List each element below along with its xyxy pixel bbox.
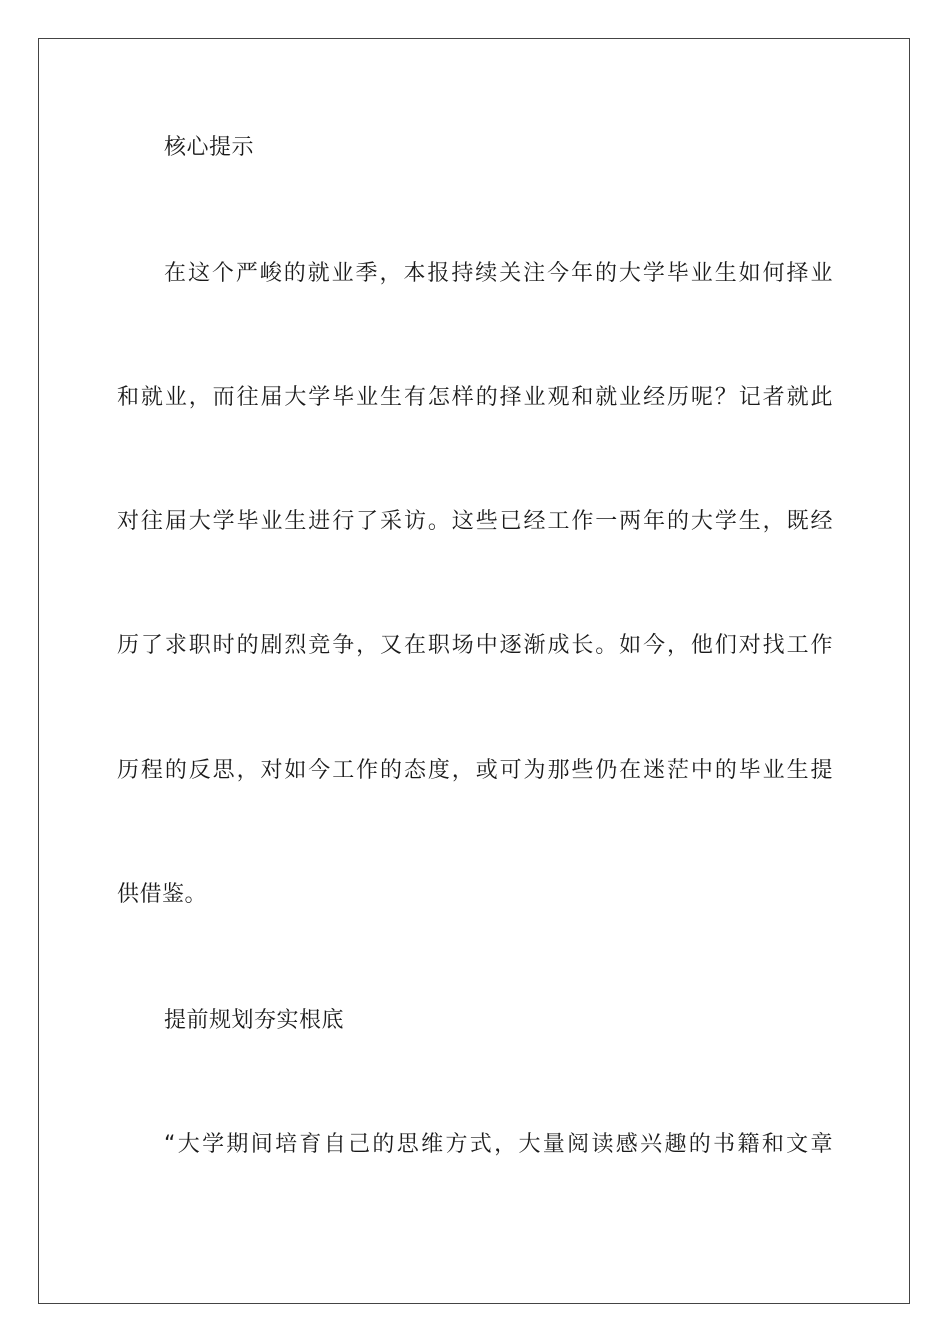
- paragraph-line: 历程的反思，对如今工作的态度，或可为那些仍在迷茫中的毕业生提: [117, 758, 833, 783]
- paragraph-line: 对往届大学毕业生进行了采访。这些已经工作一两年的大学生，既经: [117, 509, 833, 534]
- paragraph-line: 和就业，而往届大学毕业生有怎样的择业观和就业经历呢？记者就此: [117, 385, 833, 410]
- page-border: [38, 38, 910, 1304]
- paragraph-line: 供借鉴。: [117, 882, 208, 907]
- paragraph-line: 在这个严峻的就业季，本报持续关注今年的大学毕业生如何择业: [164, 261, 833, 286]
- section-heading-core-tips: 核心提示: [164, 135, 255, 160]
- paragraph-line: 历了求职时的剧烈竞争，又在职场中逐渐成长。如今，他们对找工作: [117, 633, 833, 658]
- paragraph-line: “大学期间培育自己的思维方式，大量阅读感兴趣的书籍和文章: [164, 1132, 833, 1157]
- section-heading-plan-ahead: 提前规划夯实根底: [164, 1008, 345, 1033]
